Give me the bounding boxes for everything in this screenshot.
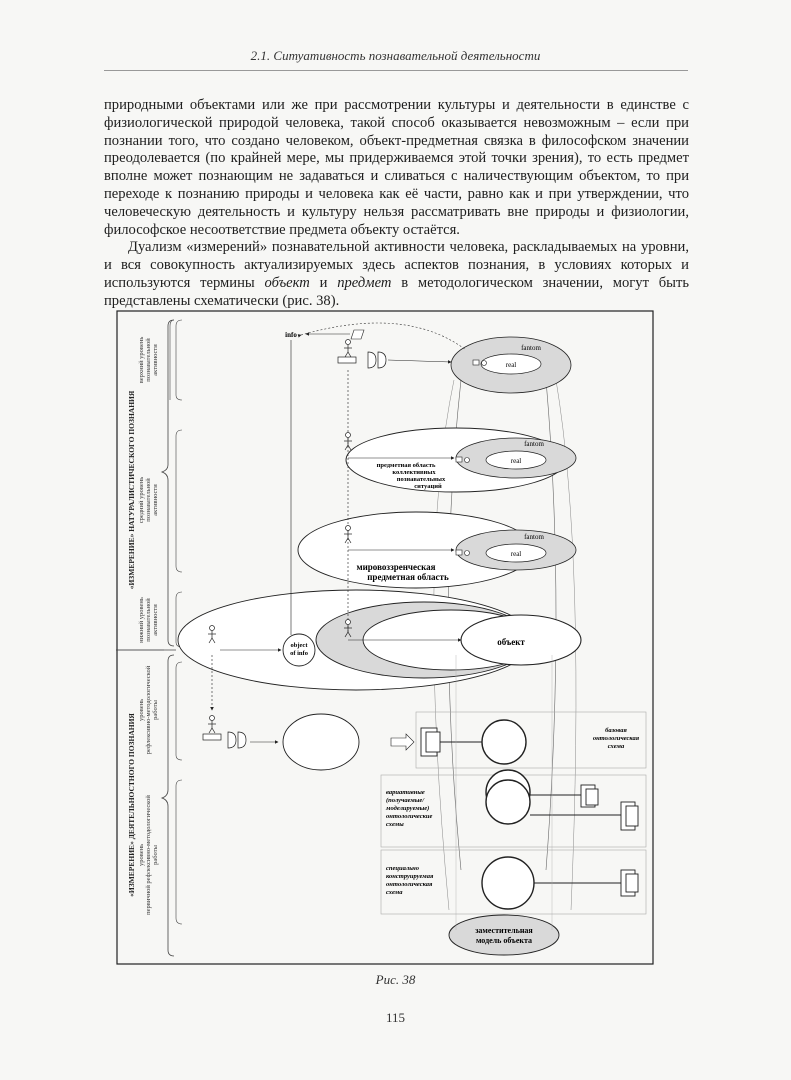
svg-text:активности: активности: [152, 484, 159, 516]
svg-text:рефлексивно-методологической: рефлексивно-методологической: [145, 665, 152, 755]
base-scheme-circle: [482, 720, 526, 764]
figure-diagram: [116, 310, 654, 965]
svg-text:модель объекта: модель объекта: [475, 936, 533, 945]
svg-text:схемы: схемы: [386, 821, 404, 828]
svg-text:fantom: fantom: [524, 533, 544, 541]
level-primary-label: [138, 795, 159, 915]
svg-text:уровень: уровень: [138, 698, 145, 722]
svg-text:конструируемая: конструируемая: [386, 873, 434, 880]
special-scheme-label: [386, 865, 434, 896]
svg-text:средний уровень: средний уровень: [138, 476, 145, 524]
special-scheme-circle: [482, 857, 534, 909]
running-header: 2.1. Ситуативность познавательной деятельности: [250, 48, 541, 63]
level-reflexive-label: [138, 665, 159, 754]
svg-text:уровень: уровень: [138, 843, 145, 867]
svg-text:работы: работы: [152, 700, 159, 720]
svg-text:онтологическая: онтологическая: [386, 881, 433, 888]
bracket-upper: [176, 320, 182, 400]
level-upper-label: [138, 337, 159, 384]
svg-text:схема: схема: [607, 743, 625, 750]
bracket-middle: [176, 430, 182, 572]
worldview-area-label: мировоззренческая: [356, 562, 436, 572]
svg-text:моделируемые): моделируемые): [386, 805, 430, 812]
svg-text:fantom: fantom: [524, 440, 544, 448]
variative-scheme-circle: [486, 780, 530, 824]
svg-text:real: real: [510, 550, 522, 558]
svg-text:базовая: базовая: [605, 727, 627, 734]
page-number: 115: [385, 1010, 406, 1025]
label-naturalistic: «ИЗМЕРЕНИЕ» НАТУРАЛИСТИЧЕСКОГО ПОЗНАНИЯ: [127, 390, 136, 590]
svg-text:познавательной: познавательной: [145, 338, 152, 382]
svg-text:object: object: [290, 642, 308, 649]
svg-text:of info: of info: [290, 650, 308, 657]
svg-text:работы: работы: [152, 845, 159, 865]
svg-text:предметная область: предметная область: [367, 572, 449, 582]
svg-text:нижний уровень: нижний уровень: [138, 597, 145, 643]
level-lower-label: [138, 597, 159, 643]
svg-text:real: real: [510, 457, 522, 465]
bracket-activity: [162, 655, 174, 956]
svg-text:ситуаций: ситуаций: [414, 483, 442, 490]
variative-scheme-label: [385, 789, 433, 828]
paragraph-1: природными объектами или же при рассмотрении культуры и деятельности в единстве с физиологической природой человека, такой способ оказывается невозможным – если при познании того, что создано человеком, объект-предметная связка в философском значении преодолевается (по крайней мере, мы придерживаемся этой точки зрения), то есть предмет вполне может познающим не задаваться и сливаться с наличествующим объектом, то при переходе к познанию природы и человека как её части, равно как и при утверждении, что человеческую деятельность и культуру нельзя рассматривать вне природы и физиологии, философское несоответствие предмета объекту остаётся.: [104, 97, 689, 238]
label-activity: «ИЗМЕРЕНИЕ» ДЕЯТЕЛЬНОСТНОГО ПОЗНАНИЯ: [127, 713, 136, 897]
paragraph-2: Дуализм «измерений» познавательной активности человека, раскладываемых на уровни, и вся совокупность актуализируемых здесь аспектов познания, в условиях которых и используются термины объект и предмет в методологическом значении, могут быть представлены схематически (рис. 38).: [104, 239, 689, 309]
body-text: [104, 97, 689, 311]
svg-text:специально: специально: [386, 865, 420, 872]
term-object: объект: [264, 274, 310, 291]
header-rule: [104, 70, 688, 71]
svg-text:коллективных: коллективных: [392, 469, 436, 476]
svg-text:схема: схема: [386, 889, 403, 896]
bracket-naturalistic: [162, 320, 174, 646]
reflexive-ellipse: [283, 714, 359, 770]
info-label: info: [285, 331, 297, 339]
bracket-reflexive: [176, 662, 182, 760]
svg-text:онтологическая: онтологическая: [592, 735, 640, 742]
svg-text:предметная область: предметная область: [376, 462, 436, 469]
term-subject: предмет: [337, 274, 392, 291]
svg-text:заместительная: заместительная: [475, 926, 533, 935]
figure-38: [116, 310, 654, 965]
svg-text:активности: активности: [152, 344, 159, 376]
svg-text:познавательной: познавательной: [145, 478, 152, 522]
figure-caption: Рис. 38: [375, 972, 416, 987]
level-middle-label: [138, 477, 159, 523]
svg-text:real: real: [505, 361, 517, 369]
substitute-model-ellipse: [449, 915, 559, 955]
base-scheme-label: [593, 727, 640, 750]
person-upper: [338, 340, 386, 369]
svg-text:первичной рефлексивно-методоло: первичной рефлексивно-методологической: [145, 795, 152, 915]
svg-text:верхний уровень: верхний уровень: [138, 336, 145, 384]
svg-text:fantom: fantom: [521, 344, 541, 352]
svg-text:онтологические: онтологические: [386, 813, 433, 820]
svg-text:(получаемые/: (получаемые/: [386, 797, 425, 804]
svg-text:активности: активности: [152, 604, 159, 636]
object-label: объект: [497, 637, 525, 647]
person-reflexive: [203, 716, 246, 749]
svg-text:познавательных: познавательных: [396, 476, 446, 483]
bracket-primary: [176, 780, 182, 924]
svg-text:познавательной: познавательной: [145, 598, 152, 642]
svg-text:вариативные: вариативные: [386, 789, 425, 796]
